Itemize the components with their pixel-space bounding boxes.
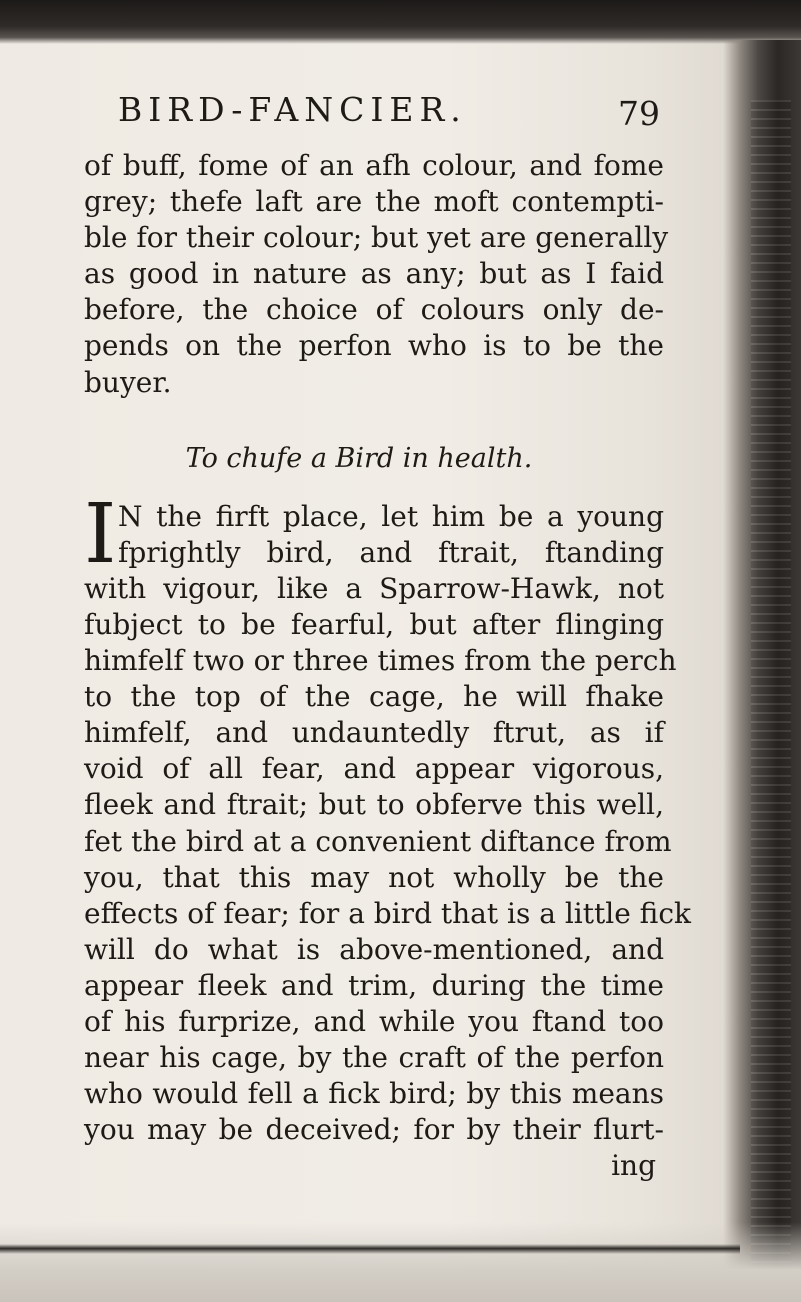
text-line: near his cage, by the craft of the perfon [84, 1041, 664, 1075]
text-line: pends on the perfon who is to be the [84, 329, 664, 363]
catchword: ing [611, 1149, 656, 1183]
text-line: grey; thefe laft are the moft contempti- [84, 185, 664, 219]
drop-cap: I [84, 486, 117, 582]
text-line: appear fleek and trim, during the time [84, 968, 664, 1002]
text-line: of buff, fome of an afh colour, and fome [84, 149, 664, 182]
text-line: himfelf two or three times from the perch [84, 644, 677, 678]
text-line: with vigour, like a Sparrow-Hawk, not [84, 571, 664, 605]
text-line: fubject to be fearful, but after flinging [84, 607, 664, 641]
text-line: himfelf, and undauntedly ftrut, as if [84, 716, 664, 750]
text-line: of his furprize, and while you ftand too [84, 1004, 664, 1038]
binding-texture [751, 100, 791, 1280]
text-line: as good in nature as any; but as I faid [84, 257, 664, 291]
text-line: buyer. [84, 365, 172, 399]
main-paragraph [84, 486, 692, 1149]
text-line: fprightly bird, and ftrait, ftanding [118, 535, 664, 569]
text-line: void of all fear, and appear vigorous, [84, 752, 664, 786]
text-line: N the firft place, let him be a young [118, 499, 664, 533]
intro-paragraph [84, 148, 669, 401]
page-number: 79 [618, 94, 660, 133]
text-line: fet the bird at a convenient diftance from [84, 824, 672, 858]
text-line: who would fell a fick bird; by this means [84, 1077, 664, 1111]
text-line: will do what is above-mentioned, and [84, 932, 664, 966]
page-header [118, 90, 678, 140]
page-bottom-shadow [0, 1222, 801, 1302]
text-line: you, that this may not wholly be the [84, 860, 664, 894]
text-line: effects of fear; for a bird that is a little fick [84, 896, 692, 930]
page-body [84, 148, 692, 1184]
text-line: fleek and ftrait; but to obferve this well, [84, 788, 664, 822]
page-top-shadow [0, 0, 801, 44]
text-line: before, the choice of colours only de- [84, 293, 664, 327]
text-line: you may be deceived; for by their flurt- [84, 1113, 664, 1147]
running-head: BIRD-FANCIER. [118, 90, 467, 129]
book-binding-edge [723, 40, 801, 1302]
section-heading: To chufe a Bird in health. [185, 442, 533, 474]
text-line: to the top of the cage, he will fhake [84, 680, 664, 714]
text-line: ble for their colour; but yet are generally [84, 221, 669, 255]
page-bottom-edge [0, 1244, 740, 1254]
